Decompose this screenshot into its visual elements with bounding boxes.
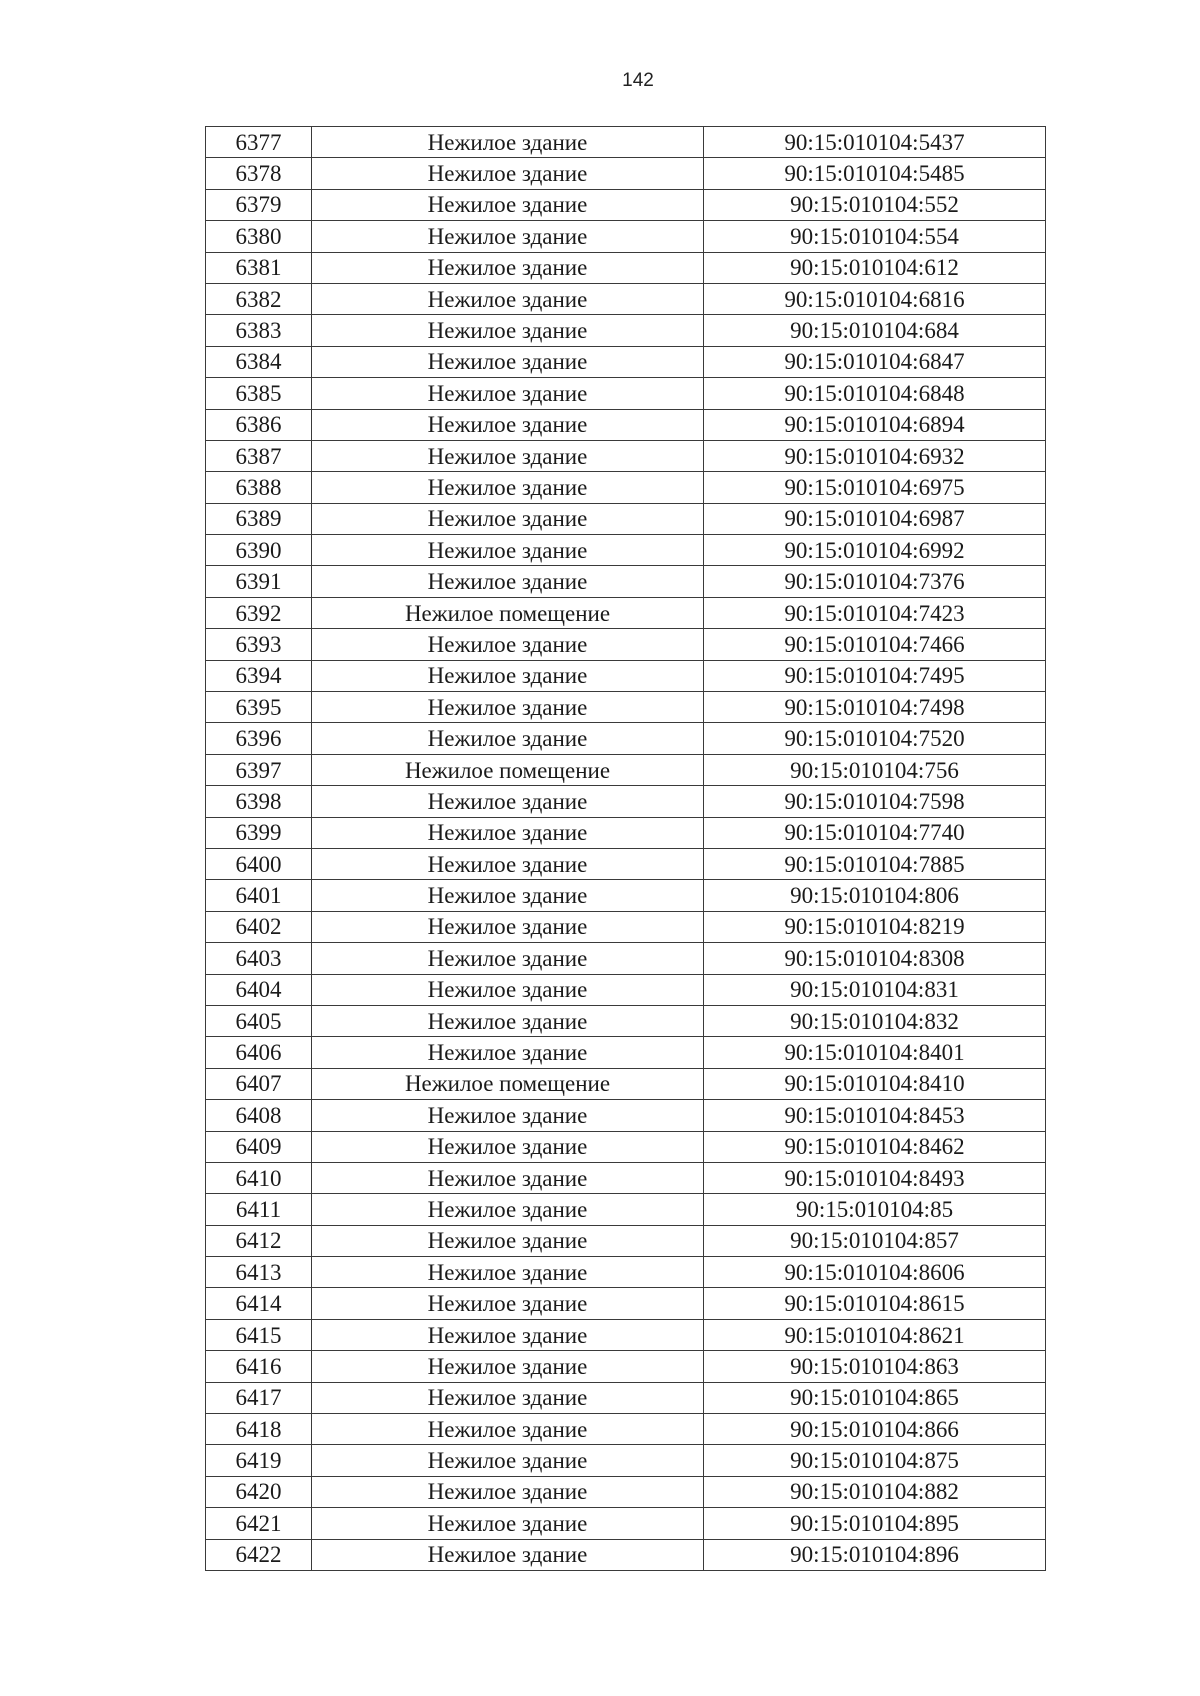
row-number-cell: 6416 (206, 1351, 312, 1382)
row-number-cell: 6377 (206, 127, 312, 158)
table-row (206, 1225, 1046, 1256)
table-row (206, 378, 1046, 409)
row-number-cell: 6390 (206, 535, 312, 566)
cadastral-number-cell: 90:15:010104:831 (704, 974, 1046, 1005)
object-type-cell: Нежилое здание (312, 315, 704, 346)
table-row (206, 817, 1046, 848)
cadastral-number-cell: 90:15:010104:8401 (704, 1037, 1046, 1068)
object-type-cell: Нежилое здание (312, 1257, 704, 1288)
object-type-cell: Нежилое помещение (312, 754, 704, 785)
table-row (206, 472, 1046, 503)
table-row (206, 1319, 1046, 1350)
row-number-cell: 6413 (206, 1257, 312, 1288)
object-type-cell: Нежилое здание (312, 1319, 704, 1350)
row-number-cell: 6407 (206, 1068, 312, 1099)
cadastral-number-cell: 90:15:010104:7740 (704, 817, 1046, 848)
table-row (206, 221, 1046, 252)
cadastral-number-cell: 90:15:010104:7376 (704, 566, 1046, 597)
object-type-cell: Нежилое здание (312, 440, 704, 471)
row-number-cell: 6379 (206, 189, 312, 220)
table-row (206, 1257, 1046, 1288)
table-row (206, 1382, 1046, 1413)
cadastral-number-cell: 90:15:010104:684 (704, 315, 1046, 346)
object-type-cell: Нежилое здание (312, 378, 704, 409)
cadastral-number-cell: 90:15:010104:6816 (704, 283, 1046, 314)
row-number-cell: 6402 (206, 911, 312, 942)
page-number: 142 (622, 70, 654, 91)
table-row (206, 1037, 1046, 1068)
row-number-cell: 6391 (206, 566, 312, 597)
cadastral-number-cell: 90:15:010104:7466 (704, 629, 1046, 660)
object-type-cell: Нежилое здание (312, 1539, 704, 1570)
object-type-cell: Нежилое здание (312, 943, 704, 974)
cadastral-number-cell: 90:15:010104:5437 (704, 127, 1046, 158)
table-row (206, 158, 1046, 189)
cadastral-number-cell: 90:15:010104:6932 (704, 440, 1046, 471)
table-row (206, 440, 1046, 471)
object-type-cell: Нежилое здание (312, 786, 704, 817)
table-row (206, 1288, 1046, 1319)
cadastral-number-cell: 90:15:010104:612 (704, 252, 1046, 283)
object-type-cell: Нежилое здание (312, 1351, 704, 1382)
object-type-cell: Нежилое здание (312, 535, 704, 566)
row-number-cell: 6411 (206, 1194, 312, 1225)
row-number-cell: 6399 (206, 817, 312, 848)
object-type-cell: Нежилое здание (312, 409, 704, 440)
object-type-cell: Нежилое здание (312, 660, 704, 691)
cadastral-number-cell: 90:15:010104:8493 (704, 1162, 1046, 1193)
table-row (206, 1539, 1046, 1570)
table-row (206, 503, 1046, 534)
row-number-cell: 6393 (206, 629, 312, 660)
table-row (206, 189, 1046, 220)
cadastral-number-cell: 90:15:010104:7598 (704, 786, 1046, 817)
row-number-cell: 6384 (206, 346, 312, 377)
object-type-cell: Нежилое здание (312, 1162, 704, 1193)
object-type-cell: Нежилое здание (312, 1382, 704, 1413)
object-type-cell: Нежилое здание (312, 158, 704, 189)
row-number-cell: 6396 (206, 723, 312, 754)
cadastral-number-cell: 90:15:010104:8308 (704, 943, 1046, 974)
cadastral-number-cell: 90:15:010104:895 (704, 1508, 1046, 1539)
object-type-cell: Нежилое здание (312, 723, 704, 754)
table-row (206, 629, 1046, 660)
cadastral-number-cell: 90:15:010104:554 (704, 221, 1046, 252)
table-row (206, 943, 1046, 974)
table-row (206, 1162, 1046, 1193)
cadastral-number-cell: 90:15:010104:552 (704, 189, 1046, 220)
cadastral-number-cell: 90:15:010104:5485 (704, 158, 1046, 189)
table-row (206, 597, 1046, 628)
cadastral-number-cell: 90:15:010104:8219 (704, 911, 1046, 942)
object-type-cell: Нежилое здание (312, 1445, 704, 1476)
object-type-cell: Нежилое здание (312, 1508, 704, 1539)
table-row (206, 660, 1046, 691)
cadastral-number-cell: 90:15:010104:866 (704, 1414, 1046, 1445)
object-type-cell: Нежилое здание (312, 346, 704, 377)
row-number-cell: 6418 (206, 1414, 312, 1445)
cadastral-number-cell: 90:15:010104:7495 (704, 660, 1046, 691)
cadastral-number-cell: 90:15:010104:6987 (704, 503, 1046, 534)
table-row (206, 754, 1046, 785)
cadastral-number-cell: 90:15:010104:6848 (704, 378, 1046, 409)
object-type-cell: Нежилое здание (312, 1100, 704, 1131)
table-row (206, 1131, 1046, 1162)
row-number-cell: 6401 (206, 880, 312, 911)
object-type-cell: Нежилое здание (312, 692, 704, 723)
table-row (206, 786, 1046, 817)
table-row (206, 911, 1046, 942)
table-row (206, 315, 1046, 346)
table-row (206, 723, 1046, 754)
cadastral-number-cell: 90:15:010104:863 (704, 1351, 1046, 1382)
row-number-cell: 6412 (206, 1225, 312, 1256)
row-number-cell: 6385 (206, 378, 312, 409)
row-number-cell: 6398 (206, 786, 312, 817)
cadastral-number-cell: 90:15:010104:832 (704, 1005, 1046, 1036)
table-row (206, 283, 1046, 314)
cadastral-number-cell: 90:15:010104:8410 (704, 1068, 1046, 1099)
cadastral-number-cell: 90:15:010104:6847 (704, 346, 1046, 377)
object-type-cell: Нежилое здание (312, 629, 704, 660)
property-table-body (206, 127, 1046, 1571)
cadastral-number-cell: 90:15:010104:806 (704, 880, 1046, 911)
row-number-cell: 6414 (206, 1288, 312, 1319)
table-row (206, 974, 1046, 1005)
object-type-cell: Нежилое здание (312, 848, 704, 879)
row-number-cell: 6382 (206, 283, 312, 314)
cadastral-number-cell: 90:15:010104:882 (704, 1476, 1046, 1507)
cadastral-number-cell: 90:15:010104:6894 (704, 409, 1046, 440)
row-number-cell: 6388 (206, 472, 312, 503)
object-type-cell: Нежилое здание (312, 1005, 704, 1036)
table-row (206, 1476, 1046, 1507)
cadastral-number-cell: 90:15:010104:6992 (704, 535, 1046, 566)
object-type-cell: Нежилое здание (312, 1131, 704, 1162)
object-type-cell: Нежилое здание (312, 221, 704, 252)
table-row (206, 1445, 1046, 1476)
row-number-cell: 6422 (206, 1539, 312, 1570)
row-number-cell: 6386 (206, 409, 312, 440)
cadastral-number-cell: 90:15:010104:8621 (704, 1319, 1046, 1350)
row-number-cell: 6381 (206, 252, 312, 283)
object-type-cell: Нежилое здание (312, 1225, 704, 1256)
object-type-cell: Нежилое здание (312, 252, 704, 283)
row-number-cell: 6403 (206, 943, 312, 974)
object-type-cell: Нежилое здание (312, 1288, 704, 1319)
table-row (206, 252, 1046, 283)
table-row (206, 535, 1046, 566)
cadastral-number-cell: 90:15:010104:865 (704, 1382, 1046, 1413)
row-number-cell: 6387 (206, 440, 312, 471)
object-type-cell: Нежилое здание (312, 1414, 704, 1445)
object-type-cell: Нежилое здание (312, 472, 704, 503)
row-number-cell: 6405 (206, 1005, 312, 1036)
table-row (206, 1068, 1046, 1099)
row-number-cell: 6397 (206, 754, 312, 785)
cadastral-number-cell: 90:15:010104:857 (704, 1225, 1046, 1256)
cadastral-number-cell: 90:15:010104:7885 (704, 848, 1046, 879)
table-row (206, 1351, 1046, 1382)
object-type-cell: Нежилое здание (312, 817, 704, 848)
property-table (205, 126, 1046, 1571)
table-row (206, 692, 1046, 723)
table-row (206, 848, 1046, 879)
row-number-cell: 6421 (206, 1508, 312, 1539)
table-row (206, 1100, 1046, 1131)
table-row (206, 566, 1046, 597)
cadastral-number-cell: 90:15:010104:875 (704, 1445, 1046, 1476)
row-number-cell: 6395 (206, 692, 312, 723)
table-row (206, 880, 1046, 911)
object-type-cell: Нежилое здание (312, 911, 704, 942)
cadastral-number-cell: 90:15:010104:8462 (704, 1131, 1046, 1162)
cadastral-number-cell: 90:15:010104:7423 (704, 597, 1046, 628)
cadastral-number-cell: 90:15:010104:6975 (704, 472, 1046, 503)
row-number-cell: 6380 (206, 221, 312, 252)
object-type-cell: Нежилое здание (312, 1194, 704, 1225)
row-number-cell: 6378 (206, 158, 312, 189)
table-row (206, 1414, 1046, 1445)
row-number-cell: 6415 (206, 1319, 312, 1350)
row-number-cell: 6394 (206, 660, 312, 691)
row-number-cell: 6417 (206, 1382, 312, 1413)
row-number-cell: 6389 (206, 503, 312, 534)
cadastral-number-cell: 90:15:010104:8606 (704, 1257, 1046, 1288)
cadastral-number-cell: 90:15:010104:756 (704, 754, 1046, 785)
object-type-cell: Нежилое здание (312, 503, 704, 534)
table-row (206, 127, 1046, 158)
row-number-cell: 6408 (206, 1100, 312, 1131)
row-number-cell: 6404 (206, 974, 312, 1005)
table-row (206, 1508, 1046, 1539)
table-row (206, 409, 1046, 440)
object-type-cell: Нежилое здание (312, 974, 704, 1005)
table-row (206, 1194, 1046, 1225)
cadastral-number-cell: 90:15:010104:896 (704, 1539, 1046, 1570)
row-number-cell: 6392 (206, 597, 312, 628)
row-number-cell: 6420 (206, 1476, 312, 1507)
row-number-cell: 6409 (206, 1131, 312, 1162)
object-type-cell: Нежилое помещение (312, 1068, 704, 1099)
cadastral-number-cell: 90:15:010104:7498 (704, 692, 1046, 723)
object-type-cell: Нежилое помещение (312, 597, 704, 628)
row-number-cell: 6419 (206, 1445, 312, 1476)
object-type-cell: Нежилое здание (312, 283, 704, 314)
table-row (206, 1005, 1046, 1036)
row-number-cell: 6410 (206, 1162, 312, 1193)
object-type-cell: Нежилое здание (312, 880, 704, 911)
cadastral-number-cell: 90:15:010104:8453 (704, 1100, 1046, 1131)
cadastral-number-cell: 90:15:010104:8615 (704, 1288, 1046, 1319)
object-type-cell: Нежилое здание (312, 1037, 704, 1068)
row-number-cell: 6400 (206, 848, 312, 879)
object-type-cell: Нежилое здание (312, 566, 704, 597)
cadastral-number-cell: 90:15:010104:85 (704, 1194, 1046, 1225)
object-type-cell: Нежилое здание (312, 1476, 704, 1507)
object-type-cell: Нежилое здание (312, 189, 704, 220)
table-row (206, 346, 1046, 377)
object-type-cell: Нежилое здание (312, 127, 704, 158)
cadastral-number-cell: 90:15:010104:7520 (704, 723, 1046, 754)
row-number-cell: 6406 (206, 1037, 312, 1068)
row-number-cell: 6383 (206, 315, 312, 346)
